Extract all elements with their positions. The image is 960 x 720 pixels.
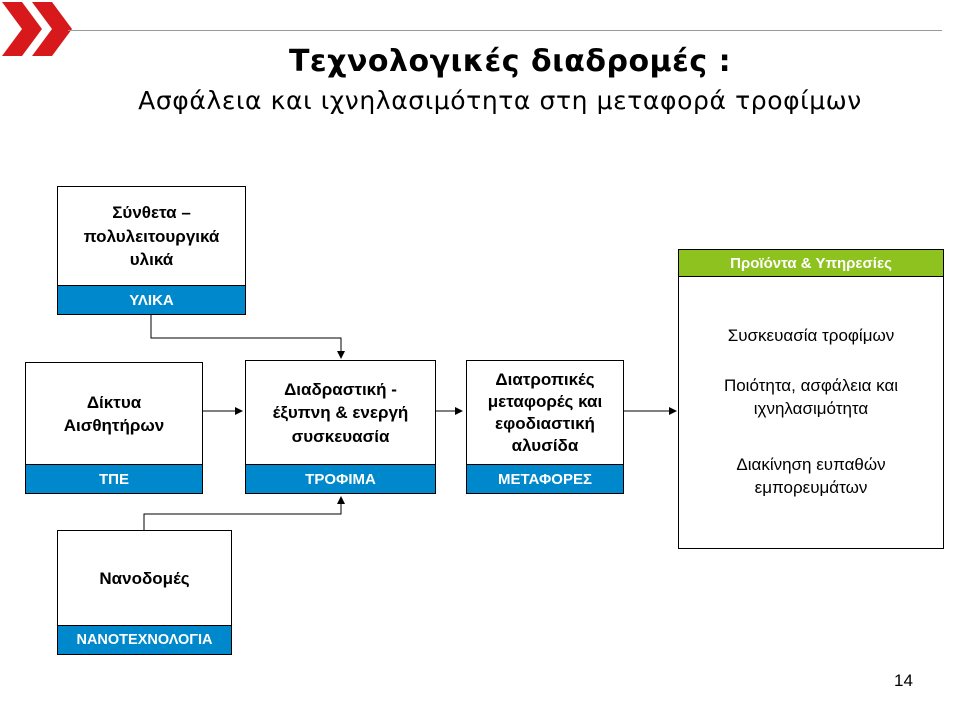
box-sensors-text: Δίκτυα Αισθητήρων (63, 392, 165, 435)
box-transport-label: ΜΕΤΑΦΟΡΕΣ (467, 464, 623, 493)
box-packaging-text: Διαδραστική - έξυπνη & ενεργή συσκευασία (272, 379, 409, 446)
box-nano (57, 530, 232, 655)
products-item: Ποιότητα, ασφάλεια και ιχνηλασιμότητα (723, 376, 899, 419)
box-materials-text: Σύνθετα – πολυλειτουργικά υλικά (83, 203, 220, 270)
slide-subtitle: Ασφάλεια και ιχνηλασιμότητα στη μεταφορά τροφίμων (138, 86, 862, 115)
box-sensors (25, 362, 203, 494)
page-number: 14 (894, 671, 913, 690)
box-transport (466, 360, 624, 494)
products-header: Προϊόντα & Υπηρεσίες (678, 249, 944, 277)
box-materials-label: ΥΛΙΚΑ (58, 285, 245, 314)
box-nano-text: Νανοδομές (99, 568, 190, 588)
box-materials (57, 186, 246, 315)
box-packaging-label: ΤΡΟΦΙΜΑ (246, 464, 435, 493)
box-packaging (245, 360, 436, 494)
slide-title: Τεχνολογικές διαδρομές : (288, 44, 732, 79)
box-sensors-label: ΤΠΕ (26, 464, 202, 493)
products-item: Συσκευασία τροφίμων (727, 326, 895, 345)
products-panel (678, 277, 944, 549)
arrow-nano-to-packaging (144, 497, 341, 530)
arrow-materials-to-packaging (151, 315, 341, 358)
products-item: Διακίνηση ευπαθών εμπορευμάτων (736, 455, 886, 498)
box-nano-label: ΝΑΝΟΤΕΧΝΟΛΟΓΙΑ (58, 625, 231, 654)
box-transport-text: Διατροπικές μεταφορές και εφοδιαστική αλυσίδα (487, 369, 603, 456)
